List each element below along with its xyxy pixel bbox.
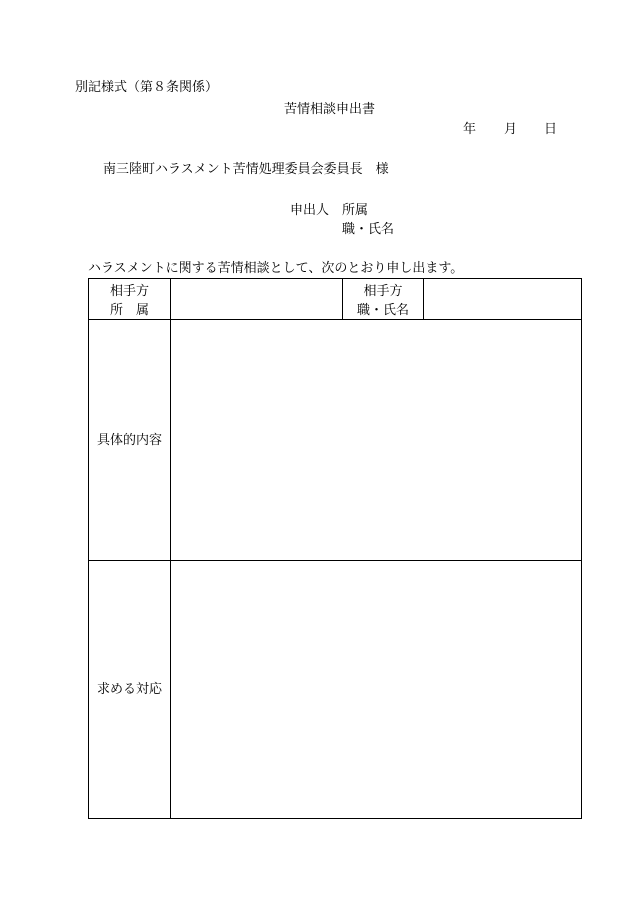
addressee: 南三陸町ハラスメント苦情処理委員会委員長 様 — [103, 162, 389, 177]
document-title: 苦情相談申出書 — [284, 102, 376, 117]
complaint-form-table — [88, 278, 582, 819]
counterpart-name-label-line2: 職・氏名 — [356, 303, 409, 318]
counterpart-department-label-line1: 相手方 — [109, 284, 149, 299]
column-divider — [170, 279, 171, 818]
applicant-department-label: 所属 — [342, 203, 369, 218]
date-month-label: 月 — [504, 122, 518, 137]
details-label: 具体的内容 — [96, 433, 162, 448]
counterpart-name-label-line1: 相手方 — [363, 284, 403, 299]
row-divider — [89, 319, 581, 320]
applicant-label: 申出人 — [290, 203, 330, 218]
column-divider — [423, 279, 424, 319]
date-day-label: 日 — [544, 122, 558, 137]
row-divider — [89, 560, 581, 561]
intro-statement: ハラスメントに関する苦情相談として、次のとおり申し出ます。 — [88, 261, 464, 276]
date-year-label: 年 — [463, 122, 477, 137]
applicant-name-label: 職・氏名 — [342, 222, 395, 237]
form-reference: 別記様式（第８条関係） — [75, 80, 219, 95]
counterpart-department-label-line2: 所 属 — [109, 303, 149, 318]
requested-response-label: 求める対応 — [96, 682, 162, 697]
